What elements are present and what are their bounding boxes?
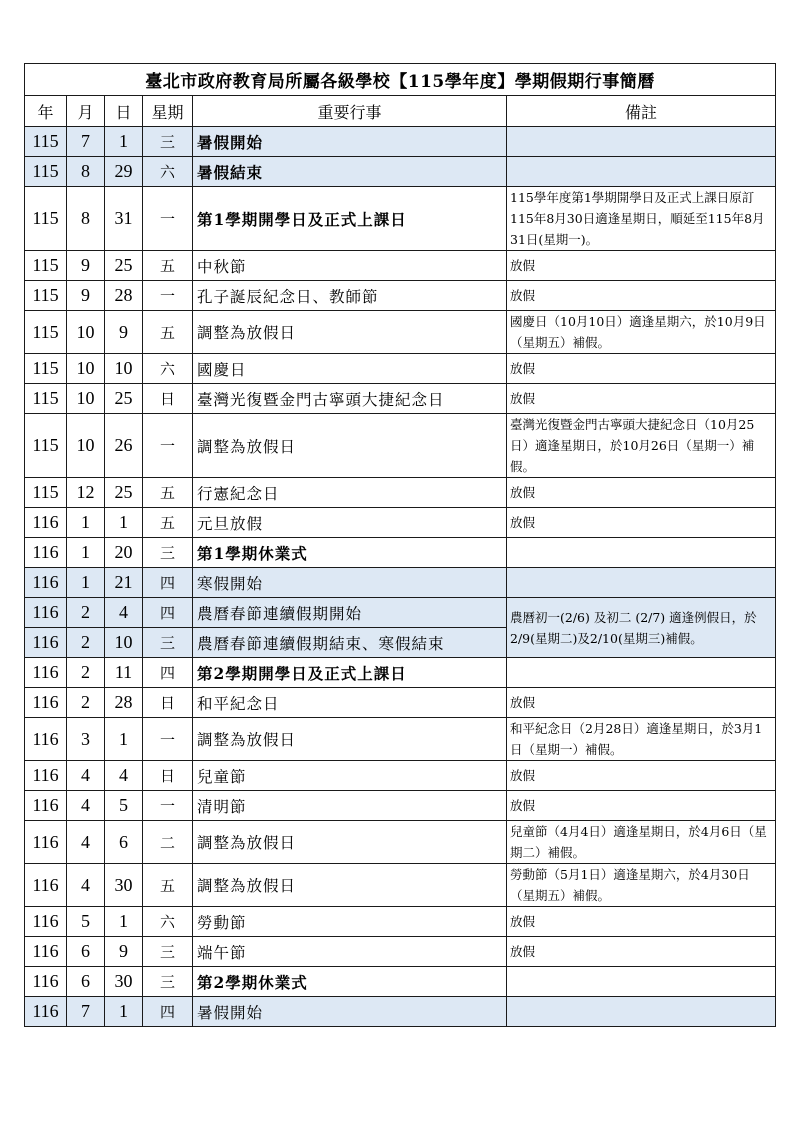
year-cell: 115 <box>25 414 67 478</box>
note-cell <box>507 157 776 187</box>
column-header-day: 日 <box>105 96 143 127</box>
year-cell: 115 <box>25 478 67 508</box>
day-cell: 1 <box>105 997 143 1027</box>
event-cell: 第2學期休業式 <box>193 967 507 997</box>
note-cell <box>507 658 776 688</box>
event-cell: 暑假開始 <box>193 997 507 1027</box>
table-header <box>25 96 776 127</box>
month-cell: 4 <box>67 761 105 791</box>
weekday-cell: 一 <box>143 281 193 311</box>
table-row <box>25 658 776 688</box>
note-cell: 勞動節（5月1日）適逢星期六，於4月30日（星期五）補假。 <box>507 864 776 907</box>
event-cell: 第2學期開學日及正式上課日 <box>193 658 507 688</box>
column-header-month: 月 <box>67 96 105 127</box>
weekday-cell: 一 <box>143 791 193 821</box>
year-cell: 115 <box>25 384 67 414</box>
year-cell: 116 <box>25 937 67 967</box>
table-row <box>25 937 776 967</box>
day-cell: 21 <box>105 568 143 598</box>
weekday-cell: 四 <box>143 997 193 1027</box>
year-cell: 116 <box>25 658 67 688</box>
year-cell: 115 <box>25 354 67 384</box>
month-cell: 1 <box>67 508 105 538</box>
weekday-cell: 五 <box>143 251 193 281</box>
table-row <box>25 508 776 538</box>
event-cell: 暑假結束 <box>193 157 507 187</box>
month-cell: 4 <box>67 821 105 864</box>
day-cell: 20 <box>105 538 143 568</box>
note-cell <box>507 568 776 598</box>
table-row <box>25 568 776 598</box>
weekday-cell: 五 <box>143 311 193 354</box>
table-row <box>25 311 776 354</box>
note-cell: 放假 <box>507 791 776 821</box>
event-cell: 第1學期休業式 <box>193 538 507 568</box>
event-cell: 國慶日 <box>193 354 507 384</box>
note-cell: 臺灣光復暨金門古寧頭大捷紀念日（10月25日）適逢星期日，於10月26日（星期一）補假。 <box>507 414 776 478</box>
event-cell: 勞動節 <box>193 907 507 937</box>
note-cell: 兒童節（4月4日）適逢星期日，於4月6日（星期二）補假。 <box>507 821 776 864</box>
note-cell: 放假 <box>507 937 776 967</box>
day-cell: 1 <box>105 907 143 937</box>
note-cell: 放假 <box>507 688 776 718</box>
day-cell: 28 <box>105 688 143 718</box>
weekday-cell: 一 <box>143 718 193 761</box>
month-cell: 10 <box>67 311 105 354</box>
table-row <box>25 354 776 384</box>
event-cell: 行憲紀念日 <box>193 478 507 508</box>
month-cell: 1 <box>67 568 105 598</box>
table-row <box>25 478 776 508</box>
weekday-cell: 六 <box>143 157 193 187</box>
day-cell: 9 <box>105 311 143 354</box>
day-cell: 31 <box>105 187 143 251</box>
weekday-cell: 五 <box>143 508 193 538</box>
table-row <box>25 791 776 821</box>
year-cell: 116 <box>25 628 67 658</box>
table-row <box>25 251 776 281</box>
table-row <box>25 967 776 997</box>
year-cell: 116 <box>25 718 67 761</box>
month-cell: 6 <box>67 967 105 997</box>
weekday-cell: 三 <box>143 937 193 967</box>
table-row <box>25 997 776 1027</box>
column-header-weekday: 星期 <box>143 96 193 127</box>
column-header-note: 備註 <box>507 96 776 127</box>
month-cell: 7 <box>67 127 105 157</box>
event-cell: 農曆春節連續假期結束、寒假結束 <box>193 628 507 658</box>
month-cell: 12 <box>67 478 105 508</box>
event-cell: 元旦放假 <box>193 508 507 538</box>
day-cell: 26 <box>105 414 143 478</box>
weekday-cell: 日 <box>143 384 193 414</box>
note-cell <box>507 997 776 1027</box>
month-cell: 4 <box>67 791 105 821</box>
event-cell: 暑假開始 <box>193 127 507 157</box>
weekday-cell: 三 <box>143 538 193 568</box>
day-cell: 5 <box>105 791 143 821</box>
year-cell: 115 <box>25 251 67 281</box>
month-cell: 6 <box>67 937 105 967</box>
event-cell: 兒童節 <box>193 761 507 791</box>
day-cell: 1 <box>105 508 143 538</box>
year-cell: 115 <box>25 281 67 311</box>
month-cell: 10 <box>67 354 105 384</box>
year-cell: 115 <box>25 187 67 251</box>
day-cell: 4 <box>105 598 143 628</box>
event-cell: 農曆春節連續假期開始 <box>193 598 507 628</box>
year-cell: 116 <box>25 997 67 1027</box>
note-cell <box>507 127 776 157</box>
day-cell: 11 <box>105 658 143 688</box>
table-row <box>25 688 776 718</box>
calendar-table <box>24 63 776 1027</box>
weekday-cell: 一 <box>143 414 193 478</box>
day-cell: 25 <box>105 478 143 508</box>
note-cell: 和平紀念日（2月28日）適逢星期日，於3月1日（星期一）補假。 <box>507 718 776 761</box>
year-cell: 116 <box>25 791 67 821</box>
column-header-year: 年 <box>25 96 67 127</box>
table-row <box>25 127 776 157</box>
year-cell: 115 <box>25 127 67 157</box>
day-cell: 1 <box>105 718 143 761</box>
month-cell: 4 <box>67 864 105 907</box>
month-cell: 9 <box>67 251 105 281</box>
table-row <box>25 157 776 187</box>
weekday-cell: 日 <box>143 761 193 791</box>
month-cell: 10 <box>67 414 105 478</box>
year-cell: 116 <box>25 538 67 568</box>
day-cell: 6 <box>105 821 143 864</box>
day-cell: 25 <box>105 251 143 281</box>
year-cell: 116 <box>25 761 67 791</box>
weekday-cell: 三 <box>143 127 193 157</box>
month-cell: 8 <box>67 187 105 251</box>
year-cell: 116 <box>25 598 67 628</box>
month-cell: 2 <box>67 688 105 718</box>
event-cell: 寒假開始 <box>193 568 507 598</box>
table-row <box>25 187 776 251</box>
day-cell: 28 <box>105 281 143 311</box>
note-cell <box>507 967 776 997</box>
year-cell: 115 <box>25 311 67 354</box>
note-cell: 放假 <box>507 478 776 508</box>
weekday-cell: 四 <box>143 598 193 628</box>
weekday-cell: 六 <box>143 354 193 384</box>
month-cell: 9 <box>67 281 105 311</box>
day-cell: 9 <box>105 937 143 967</box>
year-cell: 116 <box>25 864 67 907</box>
month-cell: 1 <box>67 538 105 568</box>
note-cell <box>507 538 776 568</box>
note-cell: 放假 <box>507 251 776 281</box>
weekday-cell: 四 <box>143 568 193 598</box>
year-cell: 116 <box>25 821 67 864</box>
event-cell: 端午節 <box>193 937 507 967</box>
year-cell: 116 <box>25 688 67 718</box>
weekday-cell: 一 <box>143 187 193 251</box>
weekday-cell: 日 <box>143 688 193 718</box>
table-row <box>25 761 776 791</box>
day-cell: 25 <box>105 384 143 414</box>
table-row <box>25 718 776 761</box>
weekday-cell: 四 <box>143 658 193 688</box>
year-cell: 116 <box>25 907 67 937</box>
table-row <box>25 821 776 864</box>
event-cell: 中秋節 <box>193 251 507 281</box>
month-cell: 5 <box>67 907 105 937</box>
weekday-cell: 二 <box>143 821 193 864</box>
month-cell: 2 <box>67 658 105 688</box>
column-header-event: 重要行事 <box>193 96 507 127</box>
weekday-cell: 五 <box>143 478 193 508</box>
weekday-cell: 五 <box>143 864 193 907</box>
month-cell: 3 <box>67 718 105 761</box>
event-cell: 臺灣光復暨金門古寧頭大捷紀念日 <box>193 384 507 414</box>
event-cell: 調整為放假日 <box>193 718 507 761</box>
event-cell: 調整為放假日 <box>193 821 507 864</box>
note-cell: 放假 <box>507 281 776 311</box>
table-row <box>25 538 776 568</box>
month-cell: 10 <box>67 384 105 414</box>
page-title: 臺北市政府教育局所屬各級學校【115學年度】學期假期行事簡曆 <box>25 64 776 96</box>
weekday-cell: 三 <box>143 967 193 997</box>
day-cell: 1 <box>105 127 143 157</box>
day-cell: 4 <box>105 761 143 791</box>
event-cell: 清明節 <box>193 791 507 821</box>
event-cell: 孔子誕辰紀念日、教師節 <box>193 281 507 311</box>
year-cell: 116 <box>25 568 67 598</box>
table-row <box>25 907 776 937</box>
day-cell: 10 <box>105 354 143 384</box>
event-cell: 調整為放假日 <box>193 864 507 907</box>
table-row <box>25 281 776 311</box>
weekday-cell: 六 <box>143 907 193 937</box>
event-cell: 和平紀念日 <box>193 688 507 718</box>
year-cell: 116 <box>25 967 67 997</box>
note-cell: 放假 <box>507 508 776 538</box>
day-cell: 30 <box>105 864 143 907</box>
note-cell: 放假 <box>507 907 776 937</box>
event-cell: 第1學期開學日及正式上課日 <box>193 187 507 251</box>
month-cell: 7 <box>67 997 105 1027</box>
note-cell: 放假 <box>507 384 776 414</box>
event-cell: 調整為放假日 <box>193 311 507 354</box>
note-cell: 放假 <box>507 761 776 791</box>
month-cell: 2 <box>67 598 105 628</box>
note-cell: 放假 <box>507 354 776 384</box>
table-row <box>25 384 776 414</box>
table-row <box>25 414 776 478</box>
note-cell: 國慶日（10月10日）適逢星期六，於10月9日（星期五）補假。 <box>507 311 776 354</box>
month-cell: 2 <box>67 628 105 658</box>
day-cell: 10 <box>105 628 143 658</box>
event-cell: 調整為放假日 <box>193 414 507 478</box>
weekday-cell: 三 <box>143 628 193 658</box>
table-row <box>25 864 776 907</box>
year-cell: 116 <box>25 508 67 538</box>
year-cell: 115 <box>25 157 67 187</box>
note-cell: 115學年度第1學期開學日及正式上課日原訂115年8月30日適逢星期日，順延至115年8月31日(星期一)。 <box>507 187 776 251</box>
day-cell: 30 <box>105 967 143 997</box>
table-row <box>25 598 776 628</box>
day-cell: 29 <box>105 157 143 187</box>
note-cell: 農曆初一(2/6) 及初二 (2/7) 適逢例假日，於2/9(星期二)及2/10(星期三)補假。 <box>507 598 776 658</box>
month-cell: 8 <box>67 157 105 187</box>
